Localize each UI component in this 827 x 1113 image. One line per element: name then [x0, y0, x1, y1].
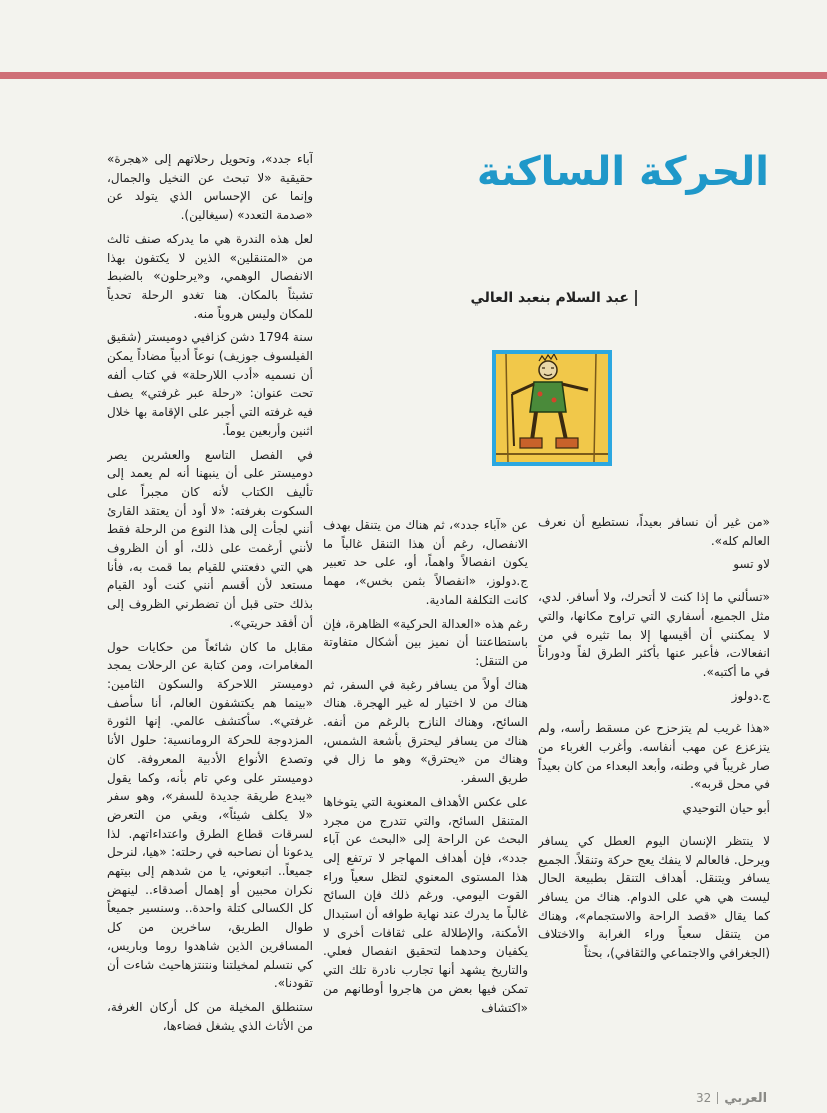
- body-paragraph: على عكس الأهداف المعنوية التي يتوخاها المتنقل السائح، والتي تتدرج من مجرد البحث عن الراحة إلى «البحث عن آباء جدد»، فإن أهداف المهاجر لا ترتفع إلى هذا المستوى المعنوي لتظل سعياً وراء القوت اليومي. ورغم ذلك فإن السائح غالباً ما يدرك عند نهاية طوافه أن استبدال الأمكنة، والإطلالة على ثقافات أخرى لا يكفيان وحدهما لتحقيق انفصال فعلي. والتاريخ يشهد أنها تجارب نادرة تلك التي تمكن فيها بعض من هاجروا أوطانهم من «اكتشاف: [323, 794, 528, 1015]
- magazine-logo: العربي: [724, 1091, 768, 1106]
- body-paragraph: آباء جدد»، وتحويل رحلاتهم إلى «هجرة» حقيقية «لا تبحث عن النخيل والجمال، وإنما عن الإحساس الذي يتولد عن «صدمة التعدد» (سيغالين).: [107, 152, 313, 223]
- article-title: الحركة الساكنة: [476, 149, 769, 195]
- author-byline: [471, 290, 638, 306]
- painting-figure-icon: [496, 354, 608, 462]
- body-paragraph: في الفصل التاسع والعشرين يصر دوميستر على أن ينبهنا أنه لم يعمد إلى تأليف الكتاب لأنه كان مجبراً على السكوت بغرفته: «لا أود أن يعتقد القارئ أنني لجأت إلى هذا النوع من الرحلة فقط لأنني أرغمت على ذلك، أو أن الظروف هي التي دفعتني للقيام بما قمت به، فأنا مستعد لأن أقسم أنني كنت أود القيام بذلك حتى قبل أن تضطرني الظروف إلى أن أفقد حريتي».: [107, 447, 313, 630]
- article-illustration: [492, 350, 612, 466]
- header-accent-rule: [0, 72, 827, 79]
- body-paragraph: عن «آباء جدد»، ثم هناك من يتنقل بهدف الانفصال، رغم أن هذا التنقل غالباً ما يكون انفصالاً واهماً، أو، على حد تعبير ج.دولوز، «انفصالاً بثمن بخس»، مهما كانت التكلفة المادية.: [323, 518, 528, 607]
- epigraph-attribution: ج.دولوز: [731, 688, 770, 703]
- article-column-right: [538, 513, 770, 1061]
- epigraph-attribution: أبو حيان التوحيدي: [682, 801, 770, 816]
- author-name: عبد السلام بنعبد العالي: [470, 290, 629, 306]
- author-divider: [635, 290, 637, 306]
- article-column-middle: [323, 516, 528, 1068]
- page-footer: [696, 1087, 767, 1106]
- body-paragraph: سنة 1794 دشن كزافيي دوميستر (شقيق الفيلسوف جوزيف) نوعاً أدبياً مضاداً يمكن أن نسميه «أدب اللارحلة» في كتاب ألفه تحت عنوان: «رحلة عبر غرفتي» يصف فيه غرفته التي أجبر على الإقامة بها خلال اثنين وأربعين يوماً.: [107, 330, 313, 438]
- epigraph-quote: «من غير أن نسافر بعيداً، نستطيع أن نعرف العالم كله».: [538, 515, 770, 548]
- body-paragraph: هناك أولاً من يسافر رغبة في السفر، ثم هناك من لا اختيار له غير الهجرة. هناك السائح، وهناك النازح بالرغم من أنفه. هناك من يسافر ليحترق بأشعة الشمس، وهناك من «يحترق» وهو ما زال في طريق السفر.: [323, 677, 528, 786]
- body-paragraph: ستنطلق المخيلة من كل أركان الغرفة، من الأثاث الذي يشغل فضاءها،: [107, 999, 313, 1033]
- epigraph-quote: «تسألني ما إذا كنت لا أتحرك، ولا أسافر. لدي، مثل الجميع، أسفاري التي تراوح مكانها، والتي لا يمكنني أن أقيسها إلا بما تثيره في من انفعالات، فأعبر عنها بأكثر الطرق لفاً ودوراناً في ما أكتبه».: [538, 590, 770, 679]
- page-number: 32: [696, 1091, 712, 1105]
- body-paragraph: لا ينتظر الإنسان اليوم العطل كي يسافر ويرحل. فالعالم لا ينفك يعج حركة وتنقلاً. الجميع يسافر ويتنقل. أهداف التنقل بطبيعة الحال ليست هي هي على الدوام. هناك من يسافر كما يقال «قصد الراحة والاستجمام»، وهناك من يتنقل سعياً وراء الغرابة والاختلاف (الجغرافي والاجتماعي والثقافي)، بحثاً: [538, 833, 770, 961]
- footer-divider: [717, 1092, 718, 1104]
- article-column-left: [107, 150, 313, 1066]
- body-paragraph: رغم هذه «العدالة الحركية» الظاهرة، فإن باستطاعتنا أن نميز بين أشكال متفاوتة من التنقل:: [323, 616, 528, 668]
- body-paragraph: لعل هذه الندرة هي ما يدركه صنف ثالث من «المتنقلين» الذين لا يكتفون بهذا الانفصال الوهمي، و«يرحلون» بالضبط تشبثاً بالمكان. هنا تغدو الرحلة تحدياً للمكان وليس هروباً منه.: [107, 231, 313, 321]
- epigraph-quote: «هذا غريب لم يتزحزح عن مسقط رأسه، ولم يتزعزع عن مهب أنفاسه. وأغرب الغرباء من صار غريباً في وطنه، وأبعد البعداء من كان بعيداً في محل قربه».: [538, 721, 770, 792]
- body-paragraph: مقابل ما كان شائعاً من حكايات حول المغامرات، ومن كتابة عن الرحلات يمجد دوميستر اللاحركة والسكون الثامين: «بينما هم يكتشفون العالم، أنا سأصف غرفتي». سأكتشف عالمي. إنها الثورة المزدوجة للحركة الرومانسية: حلول الأنا وتصدع الأنواع الأدبية المعروفة. كان دوميستر على وعي تام بأنه، وكما يقول «يبدع طريقة جديدة للسفر»، وهو سفر «لا يكلف شيئاً»، ويقي من التعرض لسرقات قطاع الطرق واعتداءاتهم. لذا يدعونا أن نصاحبه في رحلته: «هيا، لنرحل جميعاً.. اتبعوني، يا من شدهم إلى بيتهم نكران محبين أو إهمال أصدقاء.. لينهض كل الكسالى كتلة واحدة.. وسنسير جميعاً طوال الطريق، ساخرين من كل المسافرين الذين شاهدوا روما وباريس، كي نتسلم لمخيلتنا ونتنتزهاحيث شاءت أن تقودنا».: [107, 639, 313, 991]
- epigraph-attribution: لاو تسو: [733, 557, 770, 572]
